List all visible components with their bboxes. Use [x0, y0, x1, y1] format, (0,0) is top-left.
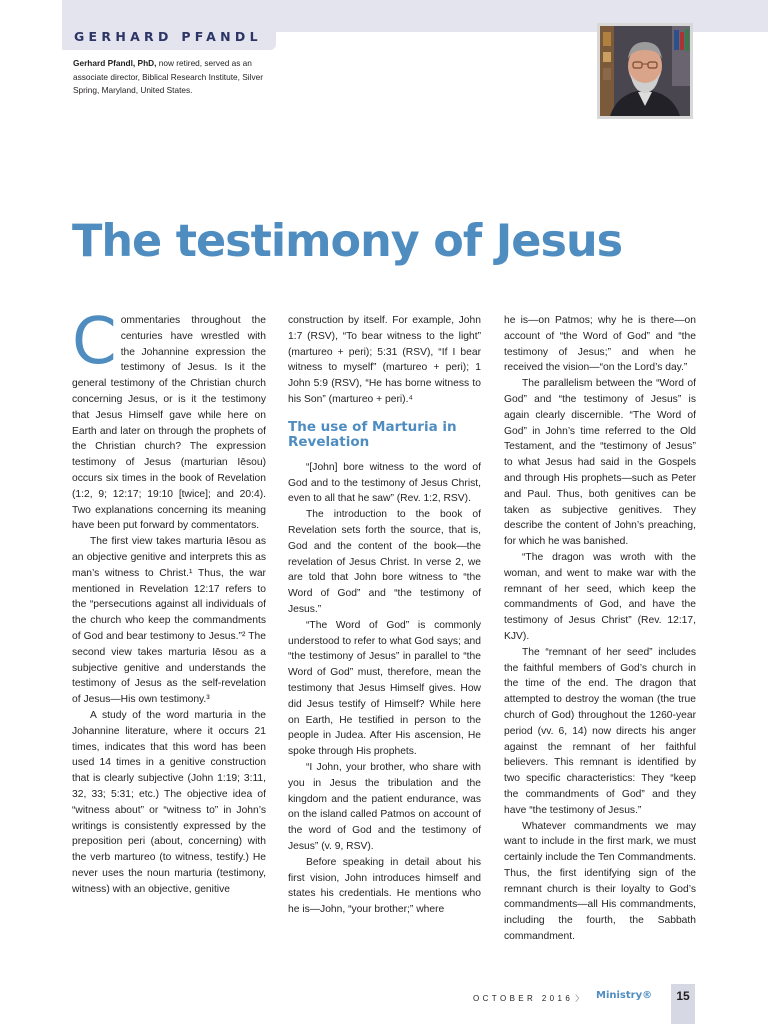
- paragraph: The introduction to the book of Revelation sets forth the source, that is, God and the content of the book—the revelation of Jesus Christ. In verse 2, we are told that John bore witness to “the Word of God” and “the testimony of Jesus.”: [288, 509, 481, 615]
- paragraph: The parallelism between the “Word of God” and “the testimony of Jesus” is again clearly discernible. “The Word of God” in John’s time referred to the Old Testament, and the “testimony of Jesus” to what Jesus had said in the Gospels and through His prophets—such as Peter and Paul. Thus, both genitives can be taken as subjective genitives. They describe the content of John’s preaching, for which he was banished.: [504, 378, 696, 548]
- footer-separator: 〉: [575, 994, 587, 1003]
- author-name: GERHARD PFANDL: [74, 29, 262, 44]
- paragraph: he is—on Patmos; why he is there—on account of “the Word of God” and “the testimony of Jesus;” and when he received the vision—“on the Lord’s day.”: [504, 315, 696, 374]
- article-title: The testimony of Jesus: [72, 216, 623, 267]
- author-bio: [73, 57, 273, 98]
- author-photo: [597, 23, 693, 119]
- column-1: [72, 305, 266, 897]
- paragraph: construction by itself. For example, John 1:7 (RSV), “To bear witness to the light” (martureo + peri); 5:31 (RSV), “If I bear witness to myself” (martureo + peri); 1 John 5:9 (RSV), “He has borne witness to his Son” (martureo + peri).⁴: [288, 315, 481, 405]
- footer-date: [473, 993, 593, 1004]
- paragraph: Whatever commandments we may want to include in the first mark, we must certainly include the Ten Commandments. Thus, the first identifying sign of the remnant church is their loyalty to God’s commandments—all His commandments, including the fourth, the Sabbath commandment.: [504, 820, 696, 943]
- author-portrait-image: [600, 26, 690, 116]
- paragraph: ommentaries throughout the centuries have wrestled with the Johannine expression the testimony of Jesus. Is it the general testimony of the Christian church concerning Jesus, or is it the testimony that Jesus Himself gave while here on Earth and later on through the prophets of the Christian church? The expression testimony of Jesus (marturian Iēsou) occurs six times in the book of Revelation (1:2, 9; 12:17; 19:10 [twice]; and 20:4). Two explanations concerning its meaning have been put forward by commentators.: [72, 315, 266, 532]
- column-2: [288, 313, 481, 918]
- section-heading: The use of Marturia in Revelation: [288, 418, 457, 450]
- paragraph: “The Word of God” is commonly understood to refer to what God says; and “the testimony of Jesus” in parallel to “the Word of God” must, therefore, mean the testimony that Jesus Himself gives. How did Jesus testify of Himself? While here on Earth, He testified in person to the people in Judea. After His ascension, He spoke through His prophets.: [288, 619, 481, 758]
- page-number: 15: [676, 989, 690, 1003]
- drop-cap: C: [72, 305, 117, 379]
- paragraph: “The dragon was wroth with the woman, and went to make war with the remnant of her seed, which keep the commandments of God, and have the testimony of Jesus Christ” (Rev. 12:17, KJV).: [504, 551, 696, 642]
- paragraph: The first view takes marturia Iēsou as an objective genitive and interprets this as man’s witness to Christ.¹ Thus, the war mentioned in Revelation 12:17 refers to the “persecutions against all individuals of the church who keep the commandments of God and bear testimony to Jesus.”² The second view takes marturia Iēsou as a subjective genitive and understands the testimony of Jesus as the self-revelation of Jesus—His own testimony.³: [72, 536, 266, 706]
- paragraph: “I John, your brother, who share with you in Jesus the tribulation and the kingdom and the patient endurance, was on the island called Patmos on account of the word of God and the testimony of Jesus” (v. 9, RSV).: [288, 761, 481, 852]
- column-3: [504, 313, 696, 945]
- paragraph: Before speaking in detail about his first vision, John introduces himself and states his credentials. He mentions who he is—John, “your brother;” where: [288, 856, 481, 916]
- paragraph: A study of the word marturia in the Johannine literature, where it occurs 21 times, indicates that this word has been used 14 times in a genitive construction that is clearly subjective (John 1:19; 3:11, 32, 33; 5:31; etc.) The objective idea of “witness about” or “witness to” in John’s writings is consistently expressed by the preposition peri (about, concerning) with the verb martureo (to witness, testify.) He never uses the noun marturia (testimony, witness) with an objective, genitive: [72, 709, 266, 895]
- paragraph: “[John] bore witness to the word of God and to the testimony of Jesus Christ, even to all that he saw” (Rev. 1:2, RSV).: [288, 461, 481, 505]
- author-bio-name: Gerhard Pfandl, PhD,: [73, 58, 157, 68]
- paragraph: The “remnant of her seed” includes the faithful members of God’s church in the time of the end. The dragon that attempted to destroy the woman (the true church of God) throughout the 1260-year period (vv. 6, 14) now directs his anger against the remnant of her faithful believers. This remnant is identified by two specific characteristics: They “keep the commandments of God” and they have “the testimony of Jesus.”: [504, 646, 696, 816]
- footer-date-text: OCTOBER 2016: [473, 994, 574, 1003]
- magazine-name: Ministry®: [596, 990, 653, 1001]
- author-bio-text: now retired, served as an associate director, Biblical Research Institute, Silver Spring, Maryland, United States.: [73, 58, 263, 95]
